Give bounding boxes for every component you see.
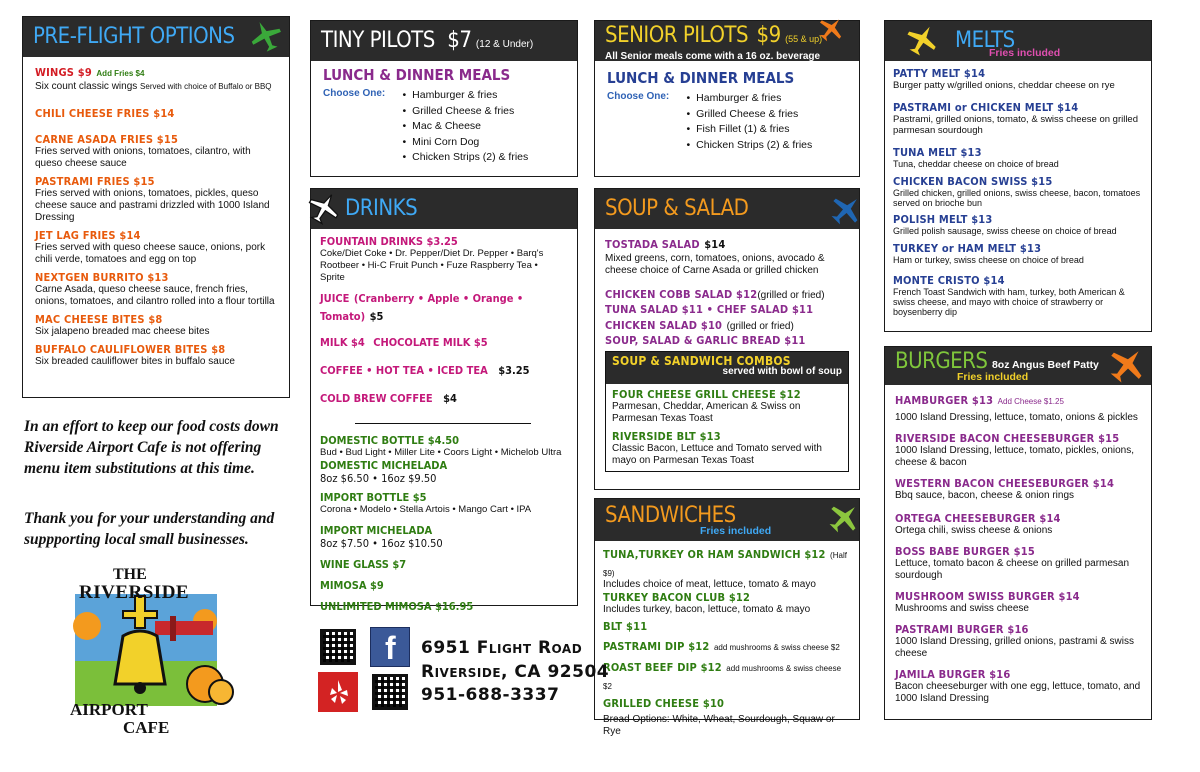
burgers-panel xyxy=(884,346,1152,720)
tiny-options-list: • Hamburger & fries • Grilled Cheese & fries • Mac & Cheese • Mini Corn Dog • Chicken Strips (2) & fries xyxy=(402,88,528,166)
melts-header: MELTS Fries included xyxy=(885,21,1151,61)
substitution-notice: In an effort to keep our food costs down Riverside Airport Cafe is not offering menu item substitutions at this time. xyxy=(24,418,279,477)
menu-item: TUNA MELT $13 Tuna, cheddar cheese on choice of bread xyxy=(893,146,1059,169)
address-city: Riverside, CA 92504 xyxy=(421,662,610,682)
menu-item: CHILI CHEESE FRIES $14 xyxy=(35,107,175,120)
menu-item: PASTRAMI or CHICKEN MELT $14 Pastrami, grilled onions, tomato, & swiss cheese on grilled parmesan sourdough xyxy=(893,101,1139,136)
menu-item: CHICKEN BACON SWISS $15 Grilled chicken, grilled onions, swiss cheese, bacon, tomatoes served on brioche bun xyxy=(893,175,1141,208)
preflight-title: PRE-FLIGHT OPTIONS xyxy=(33,24,235,49)
airplane-icon xyxy=(905,23,939,57)
menu-item: MONTE CRISTO $14 French Toast Sandwich with ham, turkey, both American & swiss cheese, and mayo with choice of strawberry or boysenberry dip xyxy=(893,274,1125,317)
menu-item: CARNE ASADA FRIES $15 Fries served with onions, tomatoes, cilantro, with queso cheese sauce xyxy=(35,133,251,169)
tiny-pilots-header: TINY PILOTS $7 (12 & Under) xyxy=(311,21,577,61)
menu-item: JAMILA BURGER $16 Bacon cheeseburger with one egg, lettuce, tomato, and 1000 Island Dressing xyxy=(895,668,1141,704)
menu-item: RIVERSIDE BACON CHEESEBURGER $15 1000 Island Dressing, lettuce, tomato, pickles, onions, cheese & bacon xyxy=(895,432,1135,468)
preflight-header xyxy=(23,17,289,57)
menu-item: ORTEGA CHEESEBURGER $14 Ortega chili, swiss cheese & onions xyxy=(895,512,1061,536)
thank-you-note: Thank you for your understanding and suppporting local small businesses. xyxy=(24,510,275,548)
soup-salad-header: SOUP & SALAD xyxy=(595,189,859,229)
menu-item: MUSHROOM SWISS BURGER $14 Mushrooms and swiss cheese xyxy=(895,590,1080,614)
sandwiches-header: SANDWICHES Fries included xyxy=(595,499,859,541)
airplane-icon xyxy=(1107,345,1147,385)
menu-item: BUFFALO CAULIFLOWER BITES $8 Six breaded cauliflower bites in buffalo sauce xyxy=(35,343,235,367)
airplane-icon xyxy=(817,15,845,43)
senior-options-list: • Hamburger & fries • Grilled Cheese & fries • Fish Fillet (1) & fries • Chicken Strips (2) & fries xyxy=(686,91,812,153)
menu-item: MAC CHEESE BITES $8 Six jalapeno breaded mac cheese bites xyxy=(35,313,210,337)
burgers-header: BURGERS 8oz Angus Beef Patty Fries included xyxy=(885,347,1151,385)
menu-item: PATTY MELT $14 Burger patty w/grilled onions, cheddar cheese on rye xyxy=(893,67,1115,91)
airplane-icon xyxy=(829,193,863,227)
facebook-icon[interactable]: f xyxy=(370,627,410,667)
menu-item: NEXTGEN BURRITO $13 Carne Asada, queso cheese sauce, french fries, onions, tomatoes, and cilantro rolled into a flour tortilla xyxy=(35,271,275,307)
cafe-logo xyxy=(65,566,240,738)
senior-pilots-panel: SENIOR PILOTS $9 (55 & up) All Senior meals come with a 16 oz. beverage LUNCH & DINNER MEALS Choose One: • Hamburger & fries • Grilled Cheese & fries • Fish Fillet (1) & fries • Chicken Strips (2) & fries xyxy=(594,20,860,177)
menu-item: HAMBURGER $13 Add Cheese $1.25 1000 Island Dressing, lettuce, tomato, onions & pickles xyxy=(895,394,1138,423)
airplane-icon xyxy=(827,501,861,535)
qr-code xyxy=(320,629,356,665)
qr-code xyxy=(372,674,408,710)
logo-airport: AIRPORT xyxy=(70,700,148,719)
menu-item: JET LAG FRIES $14 Fries served with queso cheese sauce, onions, pork chili verde, tomatoes and egg on top xyxy=(35,229,266,265)
airplane-icon xyxy=(307,191,341,225)
menu-item: PASTRAMI FRIES $15 Fries served with onions, tomatoes, pickles, queso cheese sauce and pastrami drizzled with 1000 Island Dressing xyxy=(35,175,270,223)
logo-riverside: RIVERSIDE xyxy=(79,582,190,603)
menu-item: WESTERN BACON CHEESEBURGER $14 Bbq sauce, bacon, cheese & onion rings xyxy=(895,477,1115,501)
melts-panel xyxy=(884,20,1152,332)
menu-item: TURKEY or HAM MELT $13 Ham or turkey, swiss cheese on choice of bread xyxy=(893,242,1084,265)
sandwiches-panel: SANDWICHES Fries included TUNA,TURKEY OR HAM SANDWICH $12 (Half $9) Includes choice of meat, lettuce, tomato & mayo TURKEY BACON CLUB $12 Includes turkey, bacon, lettuce, tomato & mayo BLT $11 PASTRAMI DIP $12 add mushrooms & swiss cheese $2 ROAST BEEF DIP $12 add mushrooms & swiss cheese $2 GRILLED CHEESE $10 Bread Options: White, Wheat, Sourdough, Squaw or Rye xyxy=(594,498,860,720)
soup-salad-panel: SOUP & SALAD TOSTADA SALAD $14 Mixed greens, corn, tomatoes, onions, avocado & cheese choice of Carne Asada or grilled chicken CHICKEN COBB SALAD $12(grilled or fried) TUNA SALAD $11 • CHEF SALAD $11 CHICKEN SALAD $10 (grilled or fried) SOUP, SALAD & GARLIC BREAD $11 SOUP & SANDWICH COMBOS served with bowl of soup FOUR CHEESE GRILL CHEESE $12 Parmesan, Cheddar, American & Swiss on Parmesan Texas Toast RIVERSIDE BLT $13 Classic Bacon, Lettuce and Tomato served with mayo on Parmesan Texas Toast xyxy=(594,188,860,490)
tiny-pilots-panel: TINY PILOTS $7 (12 & Under) LUNCH & DINNER MEALS Choose One: • Hamburger & fries • Grilled Cheese & fries • Mac & Cheese • Mini Corn Dog • Chicken Strips (2) & fries xyxy=(310,20,578,177)
drinks-header: DRINKS xyxy=(311,189,577,229)
menu-item: POLISH MELT $13 Grilled polish sausage, swiss cheese on choice of bread xyxy=(893,213,1117,236)
logo-cafe: CAFE xyxy=(123,718,170,737)
menu-item: PASTRAMI BURGER $16 1000 Island Dressing, grilled onions, pastrami & swiss cheese xyxy=(895,623,1134,659)
drinks-panel: DRINKS FOUNTAIN DRINKS $3.25 Coke/Diet Coke • Dr. Pepper/Diet Dr. Pepper • Barq's Rootbeer • Hi-C Fruit Punch • Fuze Raspberry Tea • Sprite JUICE (Cranberry • Apple • Orange • Tomato) $5 MILK $4 CHOCOLATE MILK $5 COFFEE • HOT TEA • ICED TEA $3.25 COLD BREW COFFEE $4 DOMESTIC BOTTLE $4.50 Bud • Bud Light • Miller Lite • Coors Light • Michelob Ultra DOMESTIC MICHELADA 8oz $6.50 • 16oz $9.50 IMPORT BOTTLE $5 Corona • Modelo • Stella Artois • Mango Cart • IPA IMPORT MICHELADA 8oz $7.50 • 16oz $10.50 WINE GLASS $7 MIMOSA $9 UNLIMITED MIMOSA $16.95 xyxy=(310,188,578,606)
address-street: 6951 Flight Road xyxy=(421,638,583,658)
combo-box: SOUP & SANDWICH COMBOS served with bowl of soup FOUR CHEESE GRILL CHEESE $12 Parmesan, Cheddar, American & Swiss on Parmesan Texas Toast RIVERSIDE BLT $13 Classic Bacon, Lettuce and Tomato served with mayo on Parmesan Texas Toast xyxy=(605,351,849,472)
preflight-panel xyxy=(22,16,290,398)
airplane-icon xyxy=(249,19,283,53)
menu-item: BOSS BABE BURGER $15 Lettuce, tomato bacon & cheese on grilled parmesan sourdough xyxy=(895,545,1130,581)
divider xyxy=(355,423,531,424)
phone-number[interactable]: 951-688-3337 xyxy=(421,685,560,705)
yelp-icon[interactable] xyxy=(318,672,358,712)
logo-the: THE xyxy=(113,566,147,583)
senior-pilots-header: SENIOR PILOTS $9 (55 & up) All Senior meals come with a 16 oz. beverage xyxy=(595,21,859,61)
menu-item: WINGS $9 Add Fries $4 Six count classic wings Served with choice of Buffalo or BBQ xyxy=(35,66,272,92)
